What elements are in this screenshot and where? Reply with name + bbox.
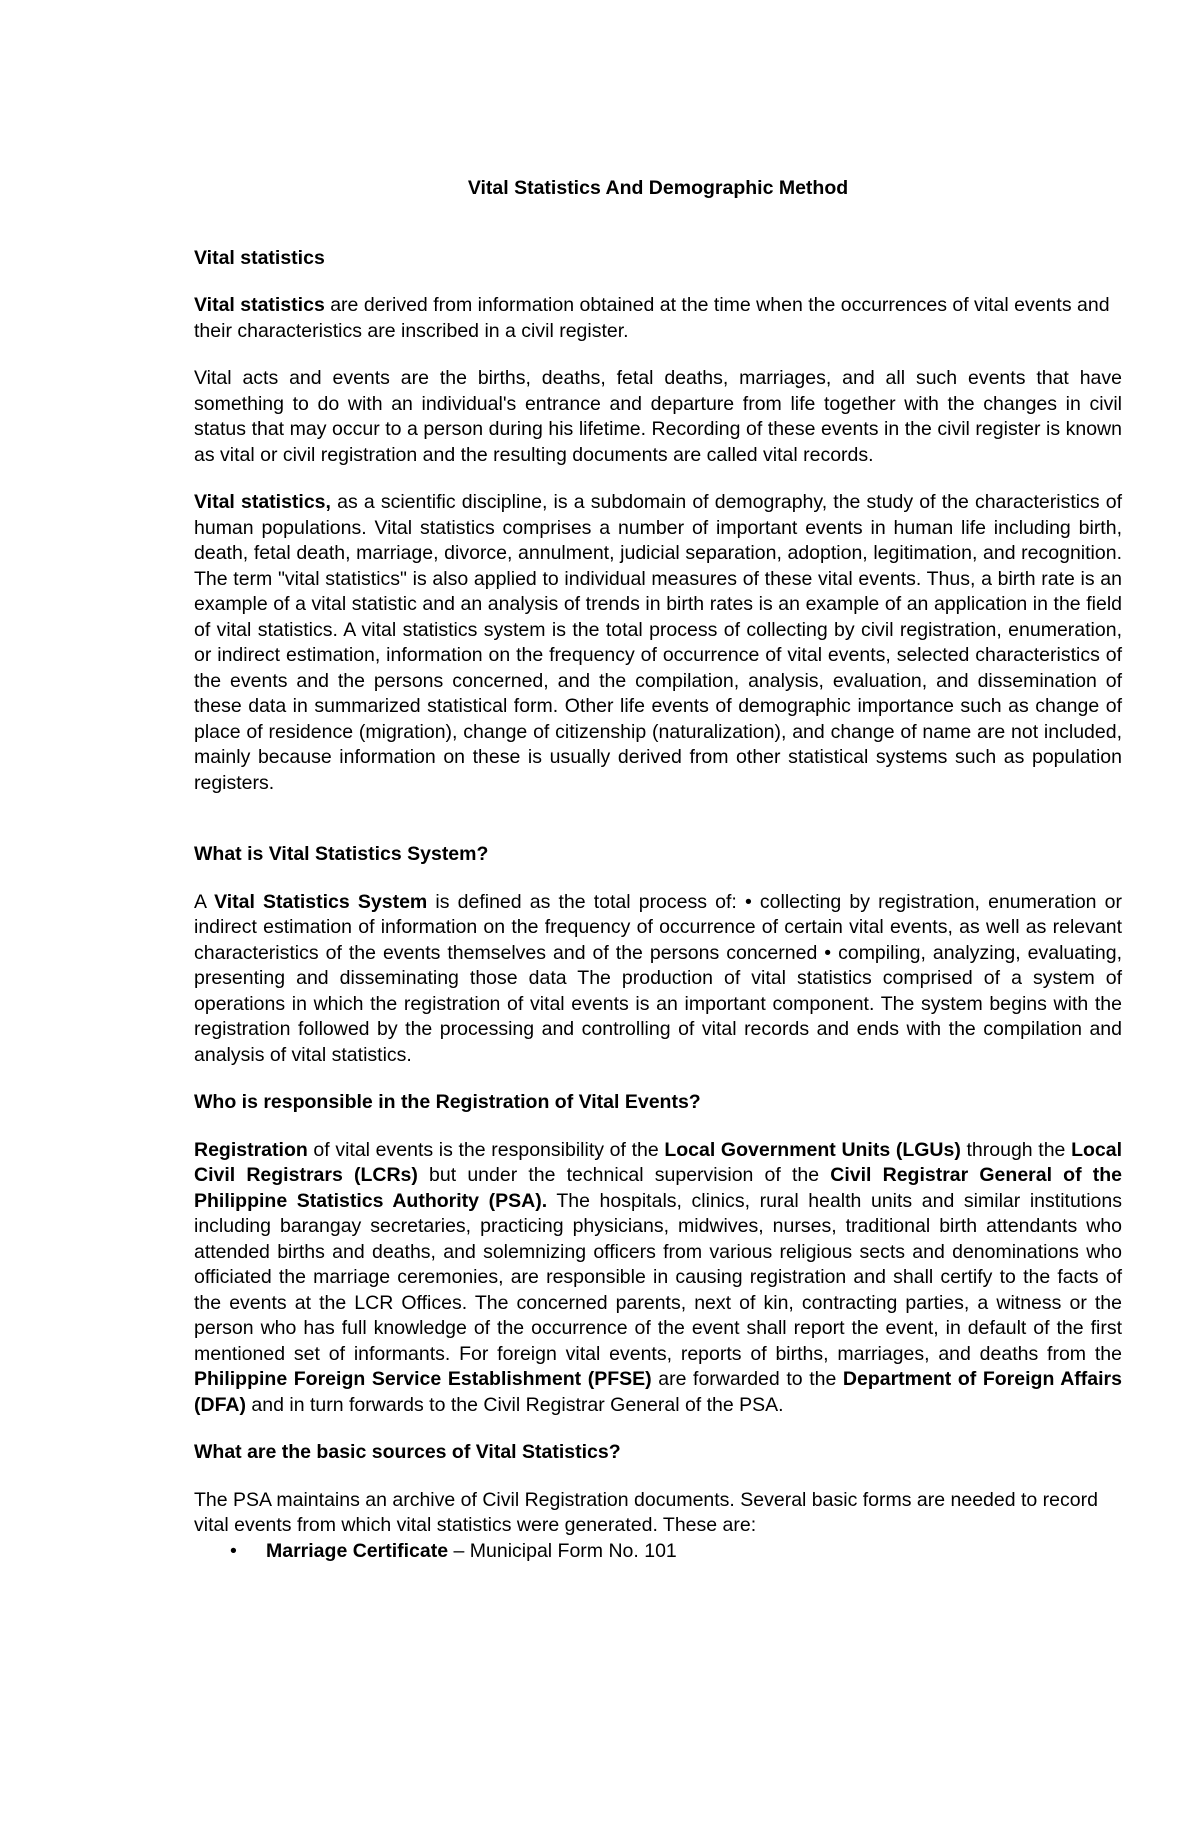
document-title: Vital Statistics And Demographic Method bbox=[467, 177, 849, 199]
paragraph-text: of vital events is the responsibility of the bbox=[307, 1138, 665, 1161]
bold-term: Civil Registrar General of the Philippine Statistics Authority (PSA). bbox=[194, 1164, 1122, 1212]
paragraph-text: are forwarded to the bbox=[651, 1368, 843, 1390]
bold-term: Vital statistics bbox=[194, 294, 325, 316]
bold-term: Local Civil Registrars (LCRs) bbox=[194, 1138, 1122, 1186]
section-heading-sources: What are the basic sources of Vital Statistics? bbox=[194, 1441, 621, 1463]
paragraph-psa-archive: The PSA maintains an archive of Civil Registration documents. Several basic forms are needed to record vital events from which vital statistics were generated. These are: bbox=[194, 1488, 1098, 1536]
paragraph-text: The hospitals, clinics, rural health units and similar institutions including barangay secretaries, practicing physicians, midwives, nurses, traditional birth attendants who attended births and deaths, and solemnizing officers from various religious sects and denominations who officiated the marriage ceremonies, are responsible in causing registration and shall certify to the facts of the events at the LCR Offices. The concerned parents, next of kin, contracting parties, a witness or the person who has full knowledge of the occurrence of the event shall report the event, in default of the first mentioned set of informants. For foreign vital events, reports of births, marriages, and deaths from the bbox=[194, 1189, 1122, 1365]
paragraph-text: as a scientific discipline, is a subdomain of demography, the study of the characteristics of human populations. Vital statistics comprises a number of important events in human life including birth, death, fetal death, marriage, divorce, annulment, judicial separation, adoption, legitimation, and recognition. The term "vital statistics" is also applied to individual measures of these vital events. Thus, a birth rate is an example of a vital statistic and an analysis of trends in birth rates is an example of an application in the field of vital statistics. A vital statistics system is the total process of collecting by civil registration, enumeration, or indirect estimation, information on the frequency of occurrence of vital events, selected characteristics of the events and the persons concerned, and the compilation, analysis, evaluation, and dissemination of these data in summarized statistical form. Other life events of demographic importance such as change of place of residence (migration), change of citizenship (naturalization), and change of name are not included, mainly because information on these is usually derived from other statistical systems such as population registers. bbox=[194, 491, 1122, 794]
paragraph-system-definition bbox=[194, 890, 1122, 1069]
section-heading-system: What is Vital Statistics System? bbox=[194, 843, 489, 865]
bold-term: Department of Foreign Affairs (DFA) bbox=[194, 1368, 1122, 1416]
paragraph-vital-statistics-definition bbox=[194, 293, 1122, 344]
paragraph-registration-responsibility bbox=[194, 1138, 1122, 1419]
bold-term: Registration bbox=[194, 1138, 308, 1161]
bold-term: Vital Statistics System bbox=[214, 890, 428, 913]
paragraph-scientific-discipline bbox=[194, 490, 1122, 796]
bold-term: Philippine Foreign Service Establishment (PFSE) bbox=[194, 1368, 652, 1390]
document-page bbox=[194, 176, 1122, 1564]
paragraph-text: A bbox=[194, 890, 215, 913]
section-heading-responsible: Who is responsible in the Registration of Vital Events? bbox=[194, 1091, 701, 1113]
paragraph-vital-acts: Vital acts and events are the births, deaths, fetal deaths, marriages, and all such events that have something to do with an individual's entrance and departure from life together with the changes in civil status that may occur to a person during his lifetime. Recording of these events in the civil register is known as vital or civil registration and the resulting documents are called vital records. bbox=[194, 367, 1122, 466]
paragraph-text: through the bbox=[960, 1138, 1072, 1161]
forms-list bbox=[194, 1539, 1122, 1565]
bold-term: Vital statistics, bbox=[194, 491, 331, 513]
paragraph-text: but under the technical supervision of the bbox=[417, 1164, 831, 1186]
paragraph-text: is defined as the total process of: • collecting by registration, enumeration or indirect estimation of information on the frequency of occurrence of certain vital events, as well as relevant characteristics of the events themselves and of the persons concerned • compiling, analyzing, evaluating, presenting and disseminating those data The production of vital statistics comprised of a system of operations in which the registration of vital events is an important component. The system begins with the registration followed by the processing and controlling of vital records and ends with the compilation and analysis of vital statistics. bbox=[194, 890, 1122, 1066]
bold-term: Local Government Units (LGUs) bbox=[664, 1138, 961, 1161]
list-item-text: – Municipal Form No. 101 bbox=[448, 1539, 677, 1562]
paragraph-text: and in turn forwards to the Civil Registrar General of the PSA. bbox=[246, 1393, 784, 1416]
bullet-icon: • bbox=[230, 1539, 237, 1562]
section-heading-vital-statistics: Vital statistics bbox=[194, 246, 325, 269]
paragraph-text: are derived from information obtained at the time when the occurrences of vital events and their characteristics are inscribed in a civil register. bbox=[194, 294, 1110, 342]
list-item bbox=[194, 1539, 1122, 1565]
bold-term: Marriage Certificate bbox=[266, 1539, 449, 1562]
